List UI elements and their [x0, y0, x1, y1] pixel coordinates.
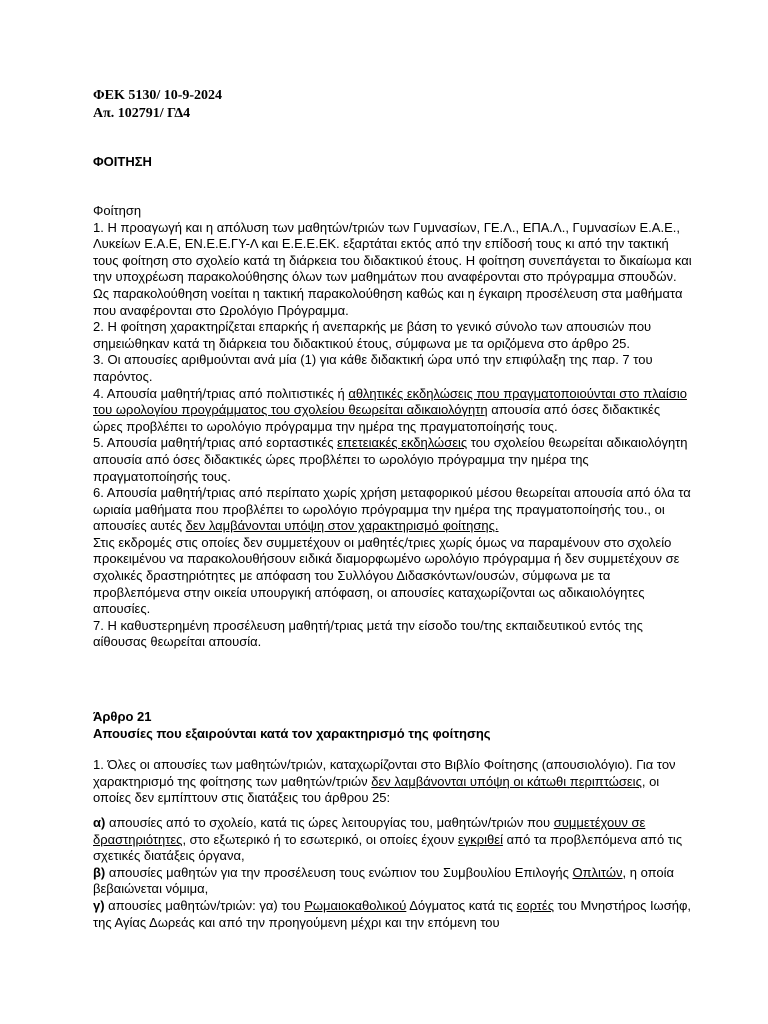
article-title: Απουσίες που εξαιρούνται κατά τον χαρακτηρισμό της φοίτησης: [93, 725, 491, 741]
underlined-text: εγκριθεί: [457, 831, 503, 847]
underlined-text: αθλητικές εκδηλώσεις που πραγματοποιούνται στο πλαίσιο του ωρολογίου προγράμματος του σχολείου θεωρείται αδικαιολόγητη: [93, 385, 687, 418]
paragraph-6b: Στις εκδρομές στις οποίες δεν συμμετέχουν οι μαθητές/τριες χωρίς όμως να παραμένουν στο σχολείο προκειμένου να παρακολουθήσουν ειδικά διαμορφωμένο ωρολόγιο πρόγραμμα ή δεν συμμετέχουν σε σχολικές δραστηριότητες με απόφαση του Συλλόγου Διδασκόντων/ουσών, σύμφωνα με τα προβλεπόμενα στην οικεία υπουργική απόφαση, οι απουσίες καταχωρίζονται ως αδικαιολόγητες απουσίες.: [93, 534, 680, 617]
section-title: ΦΟΙΤΗΣΗ: [93, 154, 152, 169]
article-paragraph-1: 1. Όλες οι απουσίες των μαθητών/τριών, καταχωρίζονται στο Βιβλίο Φοίτησης (απουσιολόγιο). Για τον χαρακτηρισμό της φοίτησης των μαθητών/τριών δεν λαμβάνονται υπόψη οι κάτωθι περιπτώσεις, οι οποίες δεν εμπίπτουν στις διατάξεις του άρθρου 25:: [93, 757, 676, 806]
underlined-text: συμμετέχουν σε δραστηριότητες: [93, 815, 646, 847]
paragraph-5: 5. Απουσία μαθητή/τριας από εορταστικές επετειακές εκδηλώσεις του σχολείου θεωρείται αδικαιολόγητη απουσία από όσες διδακτικές ώρες προβλέπει το ωρολόγιο πρόγραμμα την ημέρα της πραγματοποίησής τους.: [93, 435, 688, 484]
subtitle: Φοίτηση: [93, 203, 142, 218]
protocol-number: Απ. 102791/ ΓΔ4: [93, 106, 191, 121]
paragraph-6: 6. Απουσία μαθητή/τριας από περίπατο χωρίς χρήση μεταφορικού μέσου θεωρείται απουσία από όλα τα ωριαία μαθήματα που προβλέπει το ωρολόγιο πρόγραμμα την ημέρα της πραγματοποίησής του., οι απουσίες αυτές δεν λαμβάνονται υπόψη στον χαρακτηρισμό φοίτησης.: [93, 485, 691, 534]
exceptions-list: [93, 815, 693, 931]
underlined-text: δεν λαμβάνονται υπόψη στον χαρακτηρισμό φοίτησης.: [185, 518, 499, 534]
list-item-a: α) απουσίες από το σχολείο, κατά τις ώρες λειτουργίας του, μαθητών/τριών που συμμετέχουν σε δραστηριότητες, στο εξωτερικό ή το εσωτερικό, οι οποίες έχουν εγκριθεί από τα προβλεπόμενα από τις σχετικές διατάξεις όργανα,: [93, 815, 683, 864]
list-label: β): [93, 864, 106, 880]
paragraph-1: 1. Η προαγωγή και η απόλυση των μαθητών/τριών των Γυμνασίων, ΓΕ.Λ., ΕΠΑ.Λ., Γυμνασίων Ε.Α.Ε., Λυκείων Ε.Α.Ε, ΕΝ.Ε.Ε.ΓΥ-Λ και Ε.Ε.Ε.ΕΚ. εξαρτάται εκτός από την επίδοσή τους κι από την τακτική τους φοίτηση στο σχολείο κατά τη διάρκεια του διδακτικού έτους. Η φοίτηση συνεπάγεται το δικαίωμα και την υποχρέωση παρακολούθησης όλων των μαθημάτων που αναφέρονται στο πρόγραμμα σπουδών. Ως παρακολούθηση νοείται η τακτική παρακολούθηση καθώς και η έγκαιρη προσέλευση στα μαθήματα που αναφέρονται στο Ωρολόγιο Πρόγραμμα.: [93, 219, 692, 318]
list-item-b: β) απουσίες μαθητών για την προσέλευση τους ενώπιον του Συμβουλίου Επιλογής Οπλιτών, η οποία βεβαιώνεται νόμιμα,: [93, 864, 675, 897]
paragraph-7: 7. Η καθυστερημένη προσέλευση μαθητή/τριας μετά την είσοδο του/της εκπαιδευτικού εντός της αίθουσας θεωρείται απουσία.: [93, 617, 643, 650]
article-body: [93, 757, 693, 807]
paragraph-4: 4. Απουσία μαθητή/τριας από πολιτιστικές ή αθλητικές εκδηλώσεις που πραγματοποιούνται στο πλαίσιο του ωρολογίου προγράμματος του σχολείου θεωρείται αδικαιολόγητη απουσία από όσες διδακτικές ώρες προβλέπει το ωρολόγιο πρόγραμμα την ημέρα της πραγματοποίησής τους.: [93, 385, 687, 434]
document-header: [93, 87, 693, 123]
paragraph-3: 3. Οι απουσίες αριθμούνται ανά μία (1) για κάθε διδακτική ώρα υπό την επιφύλαξη της παρ. 7 του παρόντος.: [93, 352, 653, 384]
underlined-text: επετειακές εκδηλώσεις: [337, 435, 468, 451]
paragraph-2: 2. Η φοίτηση χαρακτηρίζεται επαρκής ή ανεπαρκής με βάση το γενικό σύνολο των απουσιών που σημειώθηκαν κατά τη διάρκεια του διδακτικού έτους, σύμφωνα με τα οριζόμενα στο άρθρο 25.: [93, 319, 652, 351]
section-body: [93, 203, 693, 651]
list-item-c: γ) απουσίες μαθητών/τριών: γα) του Ρωμαιοκαθολικού Δόγματος κατά τις εορτές του Μνηστήρος Ιωσήφ, της Αγίας Δωρεάς και από την προηγούμενη μέχρι και την επόμενη του: [93, 897, 692, 930]
underlined-text: δεν λαμβάνονται υπόψη οι κάτωθι περιπτώσεις: [371, 773, 642, 789]
underlined-text: Ρωμαιοκαθολικού: [304, 897, 407, 913]
list-label: γ): [93, 897, 105, 913]
list-label: α): [93, 815, 106, 830]
underlined-text: Οπλιτών: [572, 864, 623, 880]
article-number: Άρθρο 21: [93, 709, 152, 724]
underlined-text: εορτές: [516, 897, 554, 913]
fek-reference: ΦΕΚ 5130/ 10-9-2024: [93, 88, 223, 103]
article-heading: [93, 709, 693, 742]
